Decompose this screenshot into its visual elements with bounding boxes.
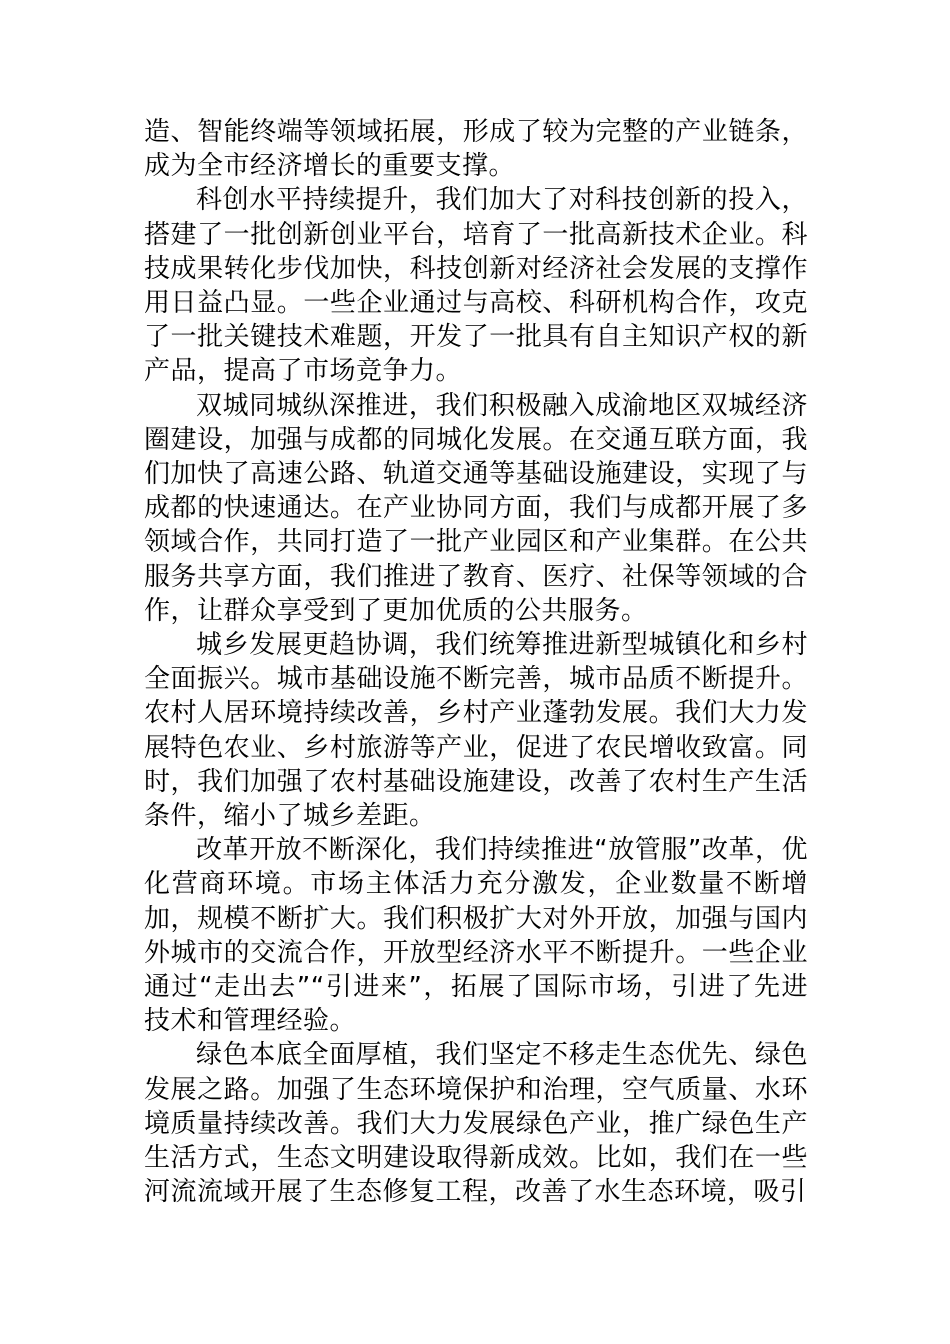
paragraph-reform-opening: 改革开放不断深化，我们持续推进“放管服”改革，优化营商环境。市场主体活力充分激发，企业数量不断增加，规模不断扩大。我们积极扩大对外开放，加强与国内外城市的交流合作，开放型经济水平不断提升。一些企业通过“走出去”“引进来”，拓展了国际市场，引进了先进技术和管理经验。	[144, 835, 808, 1037]
paragraph-sci-tech-innovation: 科创水平持续提升，我们加大了对科技创新的投入，搭建了一批创新创业平台，培育了一批高新技术企业。科技成果转化步伐加快，科技创新对经济社会发展的支撑作用日益凸显。一些企业通过与高校、科研机构合作，攻克了一批关键技术难题，开发了一批具有自主知识产权的新产品，提高了市场竞争力。	[144, 185, 808, 387]
paragraph-green-development: 绿色本底全面厚植，我们坚定不移走生态优先、绿色发展之路。加强了生态环境保护和治理，空气质量、水环境质量持续改善。我们大力发展绿色产业，推广绿色生产生活方式，生态文明建设取得新成效。比如，我们在一些河流流域开展了生态修复工程，改善了水生态环境，吸引	[144, 1040, 808, 1208]
paragraph-industry-chain: 造、智能终端等领域拓展，形成了较为完整的产业链条，成为全市经济增长的重要支撑。	[144, 117, 808, 182]
paragraph-urban-rural-development: 城乡发展更趋协调，我们统筹推进新型城镇化和乡村全面振兴。城市基础设施不断完善，城市品质不断提升。农村人居环境持续改善，乡村产业蓬勃发展。我们大力发展特色农业、乡村旅游等产业，促进了农民增收致富。同时，我们加强了农村基础设施建设，改善了农村生产生活条件，缩小了城乡差距。	[144, 630, 808, 832]
document-page	[144, 115, 808, 1210]
paragraph-dual-city-integration: 双城同城纵深推进，我们积极融入成渝地区双城经济圈建设，加强与成都的同城化发展。在交通互联方面，我们加快了高速公路、轨道交通等基础设施建设，实现了与成都的快速通达。在产业协同方面，我们与成都开展了多领域合作，共同打造了一批产业园区和产业集群。在公共服务共享方面，我们推进了教育、医疗、社保等领域的合作，让群众享受到了更加优质的公共服务。	[144, 390, 808, 626]
